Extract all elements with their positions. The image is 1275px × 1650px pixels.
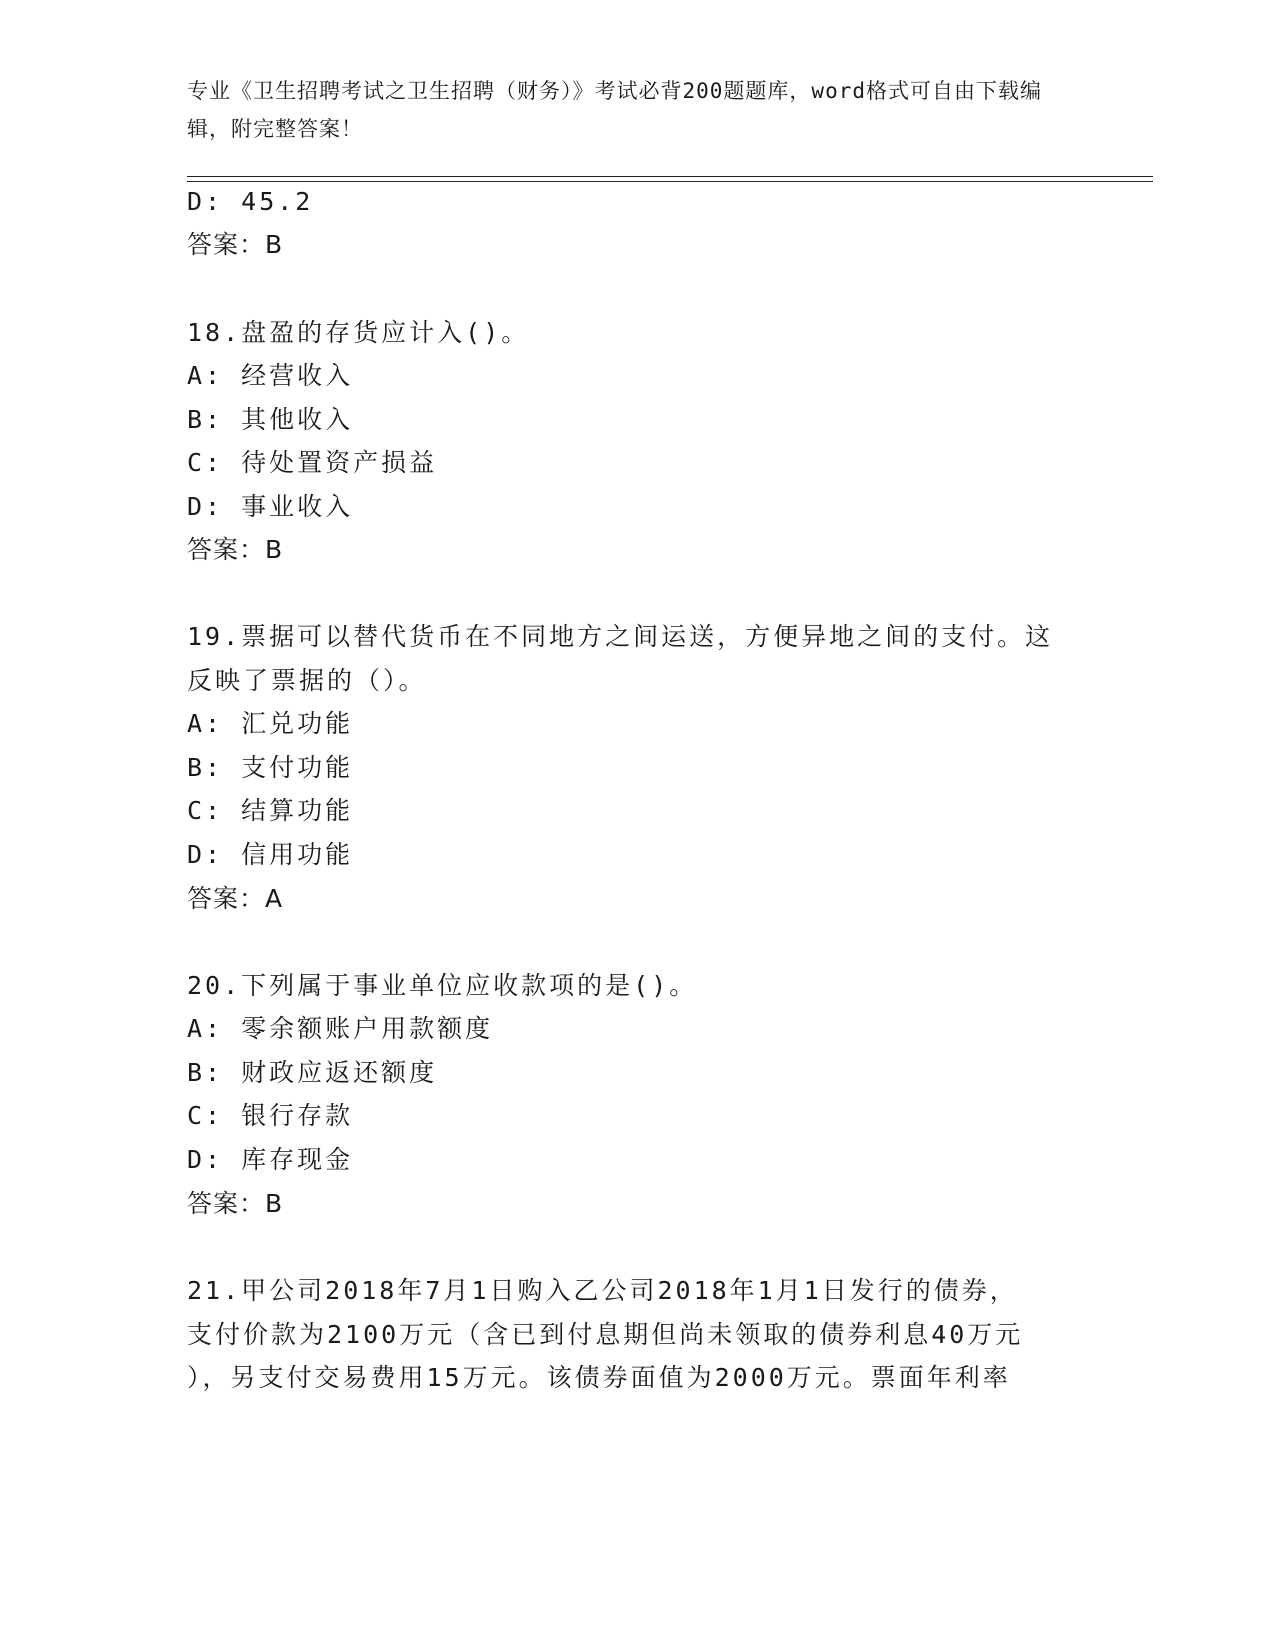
q20-option-d: D: 库存现金	[187, 1145, 354, 1174]
q18-answer: 答案：B	[187, 535, 284, 564]
q19-option-b: B: 支付功能	[187, 753, 354, 782]
q19-question-line1: 19.票据可以替代货币在不同地方之间运送，方便异地之间的支付。这	[187, 622, 1054, 651]
q20-option-a: A: 零余额账户用款额度	[187, 1014, 494, 1043]
q19-option-a: A: 汇兑功能	[187, 709, 354, 738]
q18-option-a: A: 经营收入	[187, 361, 354, 390]
prev-answer: 答案：B	[187, 230, 284, 259]
q18-option-c: C: 待处置资产损益	[187, 448, 438, 477]
prev-option-d: D: 45.2	[187, 187, 314, 216]
q18-option-b: B: 其他收入	[187, 405, 354, 434]
q20-option-c: C: 银行存款	[187, 1101, 354, 1130]
q21-question-line2: 支付价款为2100万元（含已到付息期但尚未领取的债券利息40万元	[187, 1320, 1024, 1349]
document-header: 专业《卫生招聘考试之卫生招聘（财务）》考试必背200题题库，word格式可自由下载编辑，附完整答案！	[187, 79, 1042, 141]
q19-answer: 答案：A	[187, 884, 284, 913]
q21-question-line1: 21.甲公司2018年7月1日购入乙公司2018年1月1日发行的债券，	[187, 1276, 1018, 1305]
q18-option-d: D: 事业收入	[187, 492, 354, 521]
header-rule-top	[187, 176, 1153, 177]
q19-option-c: C: 结算功能	[187, 796, 354, 825]
q20-option-b: B: 财政应返还额度	[187, 1058, 438, 1087]
q18-question: 18.盘盈的存货应计入()。	[187, 318, 530, 347]
q20-answer: 答案：B	[187, 1189, 284, 1218]
q20-question: 20.下列属于事业单位应收款项的是()。	[187, 971, 698, 1000]
header-rule-bottom	[187, 181, 1153, 182]
q19-option-d: D: 信用功能	[187, 840, 354, 869]
q21-question-line3: ），另支付交易费用15万元。该债券面值为2000万元。票面年利率	[187, 1363, 1011, 1392]
q19-question-line2: 反映了票据的（）。	[187, 666, 427, 695]
